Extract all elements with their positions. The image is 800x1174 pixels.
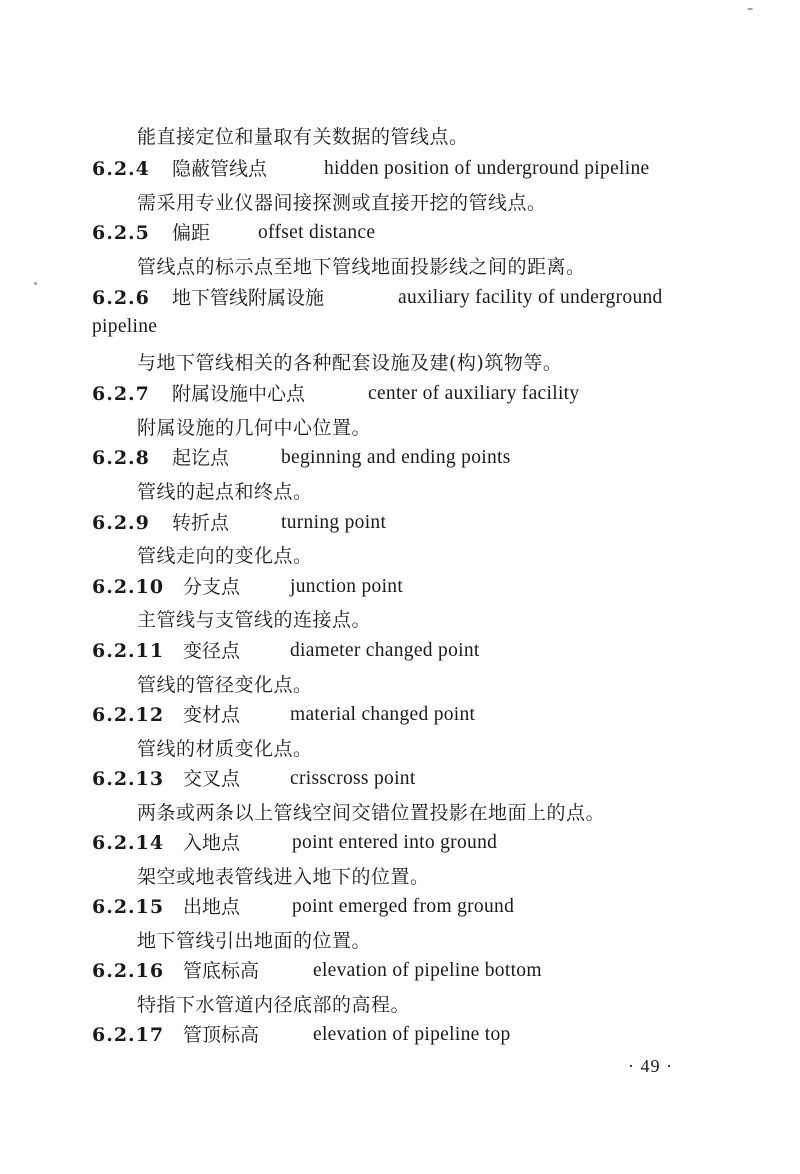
scan-speck [34,282,37,285]
term-definition: 管线的起点和终点。 [137,481,313,503]
page-number: · 49 · [628,1056,673,1076]
term-number: 6.2.17 [92,1024,165,1046]
term-number: 6.2.6 [92,287,150,309]
term-definition: 架空或地表管线进入地下的位置。 [137,866,430,888]
term-number: 6.2.4 [92,158,150,180]
term-definition: 主管线与支管线的连接点。 [137,609,372,631]
term-definition: 管线点的标示点至地下管线地面投影线之间的距离。 [137,256,586,278]
term-definition: 特指下水管道内径底部的高程。 [137,994,411,1016]
term-chinese: 起讫点 [172,447,230,469]
term-number: 6.2.11 [92,640,165,662]
term-english: material changed point [290,704,476,725]
term-chinese: 变径点 [183,640,241,662]
term-english-continued: pipeline [92,316,158,337]
term-english: crisscross point [290,768,416,789]
term-number: 6.2.9 [92,512,150,534]
intro-definition: 能直接定位和量取有关数据的管线点。 [137,126,469,148]
term-chinese: 管顶标高 [183,1024,260,1046]
term-definition: 管线走向的变化点。 [137,545,313,567]
term-english: elevation of pipeline bottom [313,960,542,981]
term-chinese: 入地点 [183,832,241,854]
term-chinese: 变材点 [183,704,241,726]
term-english: offset distance [258,222,376,243]
term-number: 6.2.12 [92,704,165,726]
term-chinese: 偏距 [172,222,211,244]
term-english: point entered into ground [292,832,498,853]
term-english: center of auxiliary facility [368,383,580,404]
term-english: auxiliary facility of underground [398,287,663,308]
term-definition: 与地下管线相关的各种配套设施及建(构)筑物等。 [137,352,563,374]
scan-speck [747,8,753,10]
term-english: turning point [281,512,387,533]
term-chinese: 出地点 [183,896,241,918]
term-number: 6.2.8 [92,447,150,469]
term-number: 6.2.7 [92,383,150,405]
term-english: hidden position of underground pipeline [324,158,650,179]
term-definition: 需采用专业仪器间接探测或直接开挖的管线点。 [137,192,547,214]
term-definition: 地下管线引出地面的位置。 [137,930,372,952]
term-number: 6.2.14 [92,832,165,854]
term-definition: 附属设施的几何中心位置。 [137,417,372,439]
term-chinese: 分支点 [183,576,241,598]
term-definition: 管线的材质变化点。 [137,738,313,760]
term-chinese: 隐蔽管线点 [172,158,268,180]
term-english: junction point [290,576,404,597]
term-chinese: 交叉点 [183,768,241,790]
term-number: 6.2.16 [92,960,165,982]
term-number: 6.2.15 [92,896,165,918]
term-definition: 两条或两条以上管线空间交错位置投影在地面上的点。 [137,802,606,824]
term-definition: 管线的管径变化点。 [137,674,313,696]
term-chinese: 管底标高 [183,960,260,982]
term-chinese: 附属设施中心点 [172,383,306,405]
term-number: 6.2.13 [92,768,165,790]
term-chinese: 转折点 [172,512,230,534]
term-english: point emerged from ground [292,896,515,917]
term-number: 6.2.5 [92,222,150,244]
term-english: beginning and ending points [281,447,511,468]
term-english: diameter changed point [290,640,480,661]
term-number: 6.2.10 [92,576,165,598]
term-english: elevation of pipeline top [313,1024,511,1045]
term-chinese: 地下管线附属设施 [172,287,325,309]
